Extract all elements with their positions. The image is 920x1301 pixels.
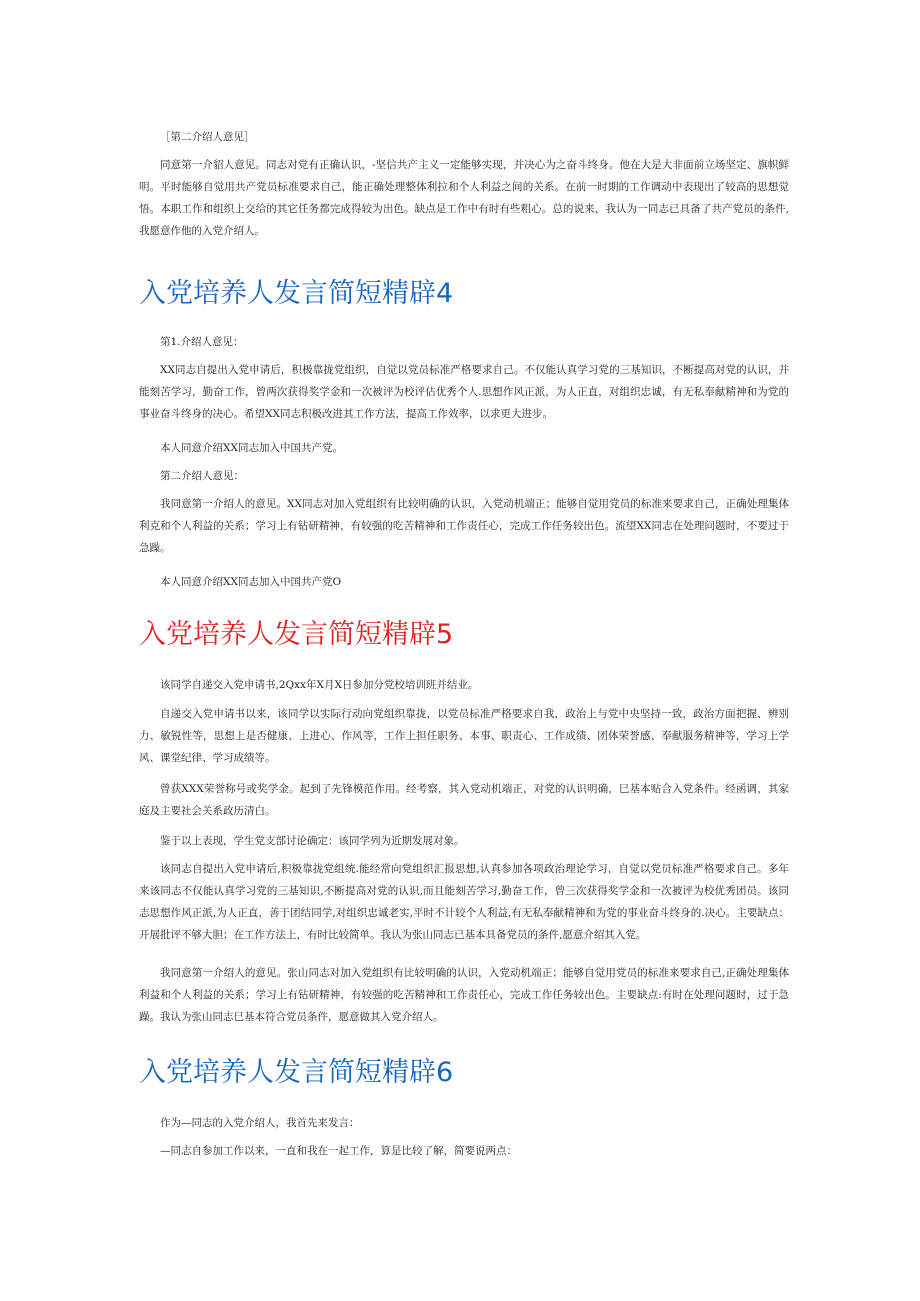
paragraph: 该同志自提出入党申请后,积极靠拢党组统.能经常向党组织汇报思想,认真参加各项政治理论学习，自觉以党员标准严格要求自己。多年来该同志不仅能认真学习党的三基知识,不断提高对党的认识,而且能刻苦学习,勤奋工作，曾三次获得奖学金和一次被评为校优秀团员。该同志思想作风正派,为人正直，善于团结同学,对组织忠诚老实,平时不计较个人利益,有无私奉献精神和为党的事业奋斗终身的.决心。主要缺点：开展批评不够大胆；在工作方法上，有时比较简单。我认为张山同志已基本具备党员的条件,愿意介绍其入党。 [139, 863, 789, 941]
paragraph: 该同学自递交入党申请书,2Qxx年X月X日参加分党校培训班并结业。 [160, 679, 479, 691]
paragraph: 鉴于以上表现，学生党支部讨论确定：该同学列为近期发展对象。 [160, 835, 465, 847]
first-introducer-label: 第1.介绍人意见： [160, 336, 244, 348]
paragraph: 自递交入党申请书以来，该同学以实际行动向党组织靠拢，以党员标准严格要求自我，政治上与党中央坚持一致，政治方面把握、辨别力、敏锐性等，思想上是否健康、上进心、作风等，工作上担任职务、本事、职责心、工作成绩、团体荣誉感、奉献服务精神等，学习上学风、课堂纪律、学习成绩等。 [139, 708, 789, 764]
paragraph: 同意第一介貂人意见。同志对党有正确认识，-坚信共产主义一定能够实现，并决心为之奋斗终身。他在大是大非面前立场坚定、旗帜鲜明。平时能够自觉用共产党员标准要求自己，能正确处理整体利拉和个人利益之间的关系。在前一时期的工作调动中表现出了较高的思想觉悟。本职工作和组织上交给的其它任务都完成得较为出色。缺点是工作中有时有些粗心。总的说来，我认为一同志已具备了共产党员的条件,我愿意作他的入党介绍人。 [139, 159, 789, 237]
paragraph: 本人同意介绍XX同志加入中国共产党O [160, 576, 342, 588]
section-heading-6: 入党培养人发言简短精辟6 [139, 1057, 454, 1088]
paragraph: 本人同意介绍XX同志加入中国共产党。 [160, 442, 343, 454]
section-heading-4: 入党培养人发言简短精辟4 [139, 278, 454, 309]
paragraph: —同志自参加工作以来，一直和我在一起工作，算是比较了解，简要说两点： [160, 1145, 517, 1157]
paragraph: 曾获XXX荣誉称号或奖学金。起到了先锋模范作用。经考察，其入党动机端正，对党的认识明确，巳基本贴合入党条件。经函调，其家庭及主要社会关系政历清白。 [139, 783, 789, 817]
second-introducer-label: ［第二介绍人意见］ [160, 131, 255, 143]
section-heading-5: 入党培养人发言简短精辟5 [139, 619, 454, 650]
second-introducer-label: 第二介绍人意见： [160, 470, 244, 482]
paragraph: XX同志自提出入党申请后，积极靠拢党组织，自觉以党员标准严格要求自己。不仅能认真学习党的三基知识，不断提高对党的认识，并能刻苦学习，勤奋工作，曾两次获得奖学金和一次被评为校评估优秀个人.思想作风正派，为人正直，对组织忠诚，有无私奉献精神和为党的事业奋斗终身的决心。希望XX同志积极改进其工作方法，提高工作效率，以求更大进步。 [139, 364, 789, 420]
paragraph: 作为—同志的入党介绍人，我首先来发言： [160, 1117, 360, 1129]
paragraph: 我同意第一介绍人的意见。XX同志对加入党组织有比较明确的认识，入党动机端正；能够自觉用党员的标准来要求自己，正确处理集体利克和个人利益的关系；学习上有钻研精神，有较强的吃苦精神和工作责任心，完成工作任务较出色。流望XX同志在处理问题时，不要过于急躁。 [139, 498, 789, 554]
paragraph: 我同意第一介绍人的意见。张山同志对加入党组织有比较明确的认识，入党动机端正；能够自觉用党员的标准来要求自己,正确处理集体利益和个人利益的关系；学习上有钻研精神，有较强的吃苦精神和工作责任心，完成工作任务较出色。主要缺点:有时在处理问题时，过于急躁。我认为张山同志巳基本符合党员条件，愿意做其入党介绍人。 [139, 967, 789, 1023]
